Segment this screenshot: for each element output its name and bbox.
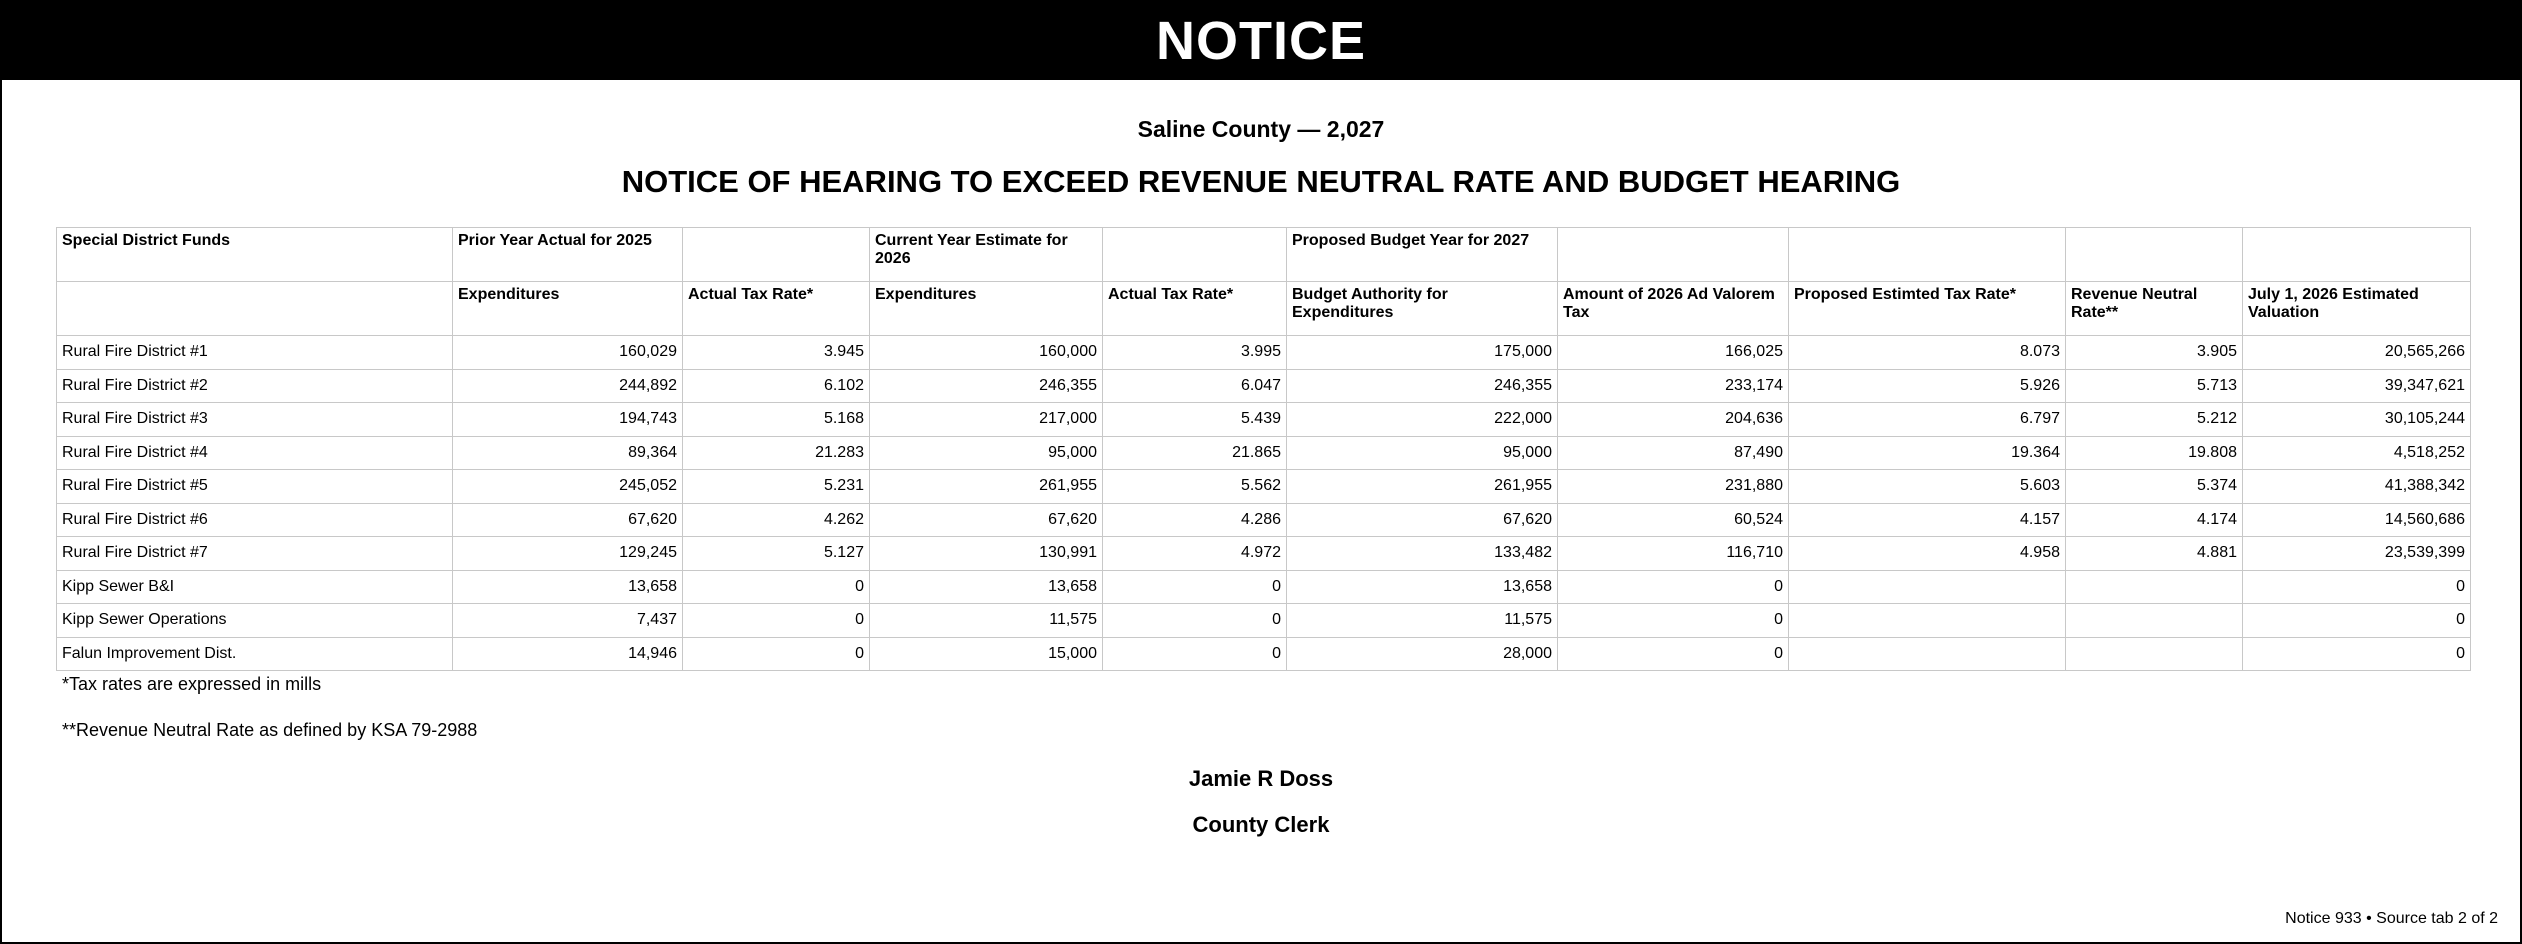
group-header-blank xyxy=(1789,228,2066,282)
table-column-header-row xyxy=(57,282,2471,336)
value-cell: 4.262 xyxy=(683,503,870,537)
district-name-cell: Kipp Sewer Operations xyxy=(57,604,453,638)
group-header-blank xyxy=(1103,228,1287,282)
table-row xyxy=(57,537,2471,571)
value-cell xyxy=(2066,637,2243,671)
value-cell: 5.926 xyxy=(1789,369,2066,403)
value-cell: 222,000 xyxy=(1287,403,1558,437)
district-name-cell: Rural Fire District #1 xyxy=(57,336,453,370)
district-name-cell: Rural Fire District #4 xyxy=(57,436,453,470)
value-cell: 0 xyxy=(1103,637,1287,671)
value-cell: 0 xyxy=(1558,637,1789,671)
group-header-blank xyxy=(2243,228,2471,282)
county-line: Saline County — 2,027 xyxy=(1137,116,1385,142)
value-cell: 11,575 xyxy=(870,604,1103,638)
value-cell: 4,518,252 xyxy=(2243,436,2471,470)
table-row xyxy=(57,503,2471,537)
value-cell: 5.603 xyxy=(1789,470,2066,504)
value-cell xyxy=(2066,604,2243,638)
value-cell: 14,946 xyxy=(453,637,683,671)
value-cell: 4.972 xyxy=(1103,537,1287,571)
value-cell: 261,955 xyxy=(1287,470,1558,504)
group-header-prior: Prior Year Actual for 2025 xyxy=(453,228,683,282)
value-cell: 0 xyxy=(2243,604,2471,638)
value-cell: 3.945 xyxy=(683,336,870,370)
value-cell: 5.212 xyxy=(2066,403,2243,437)
value-cell: 133,482 xyxy=(1287,537,1558,571)
value-cell xyxy=(1789,570,2066,604)
value-cell: 5.713 xyxy=(2066,369,2243,403)
value-cell: 87,490 xyxy=(1558,436,1789,470)
notice-banner: NOTICE xyxy=(2,2,2520,80)
value-cell: 21.283 xyxy=(683,436,870,470)
value-cell: 231,880 xyxy=(1558,470,1789,504)
value-cell: 4.174 xyxy=(2066,503,2243,537)
value-cell: 204,636 xyxy=(1558,403,1789,437)
column-header: Actual Tax Rate* xyxy=(1103,282,1287,336)
table-row xyxy=(57,403,2471,437)
value-cell: 0 xyxy=(2243,637,2471,671)
value-cell: 15,000 xyxy=(870,637,1103,671)
value-cell: 23,539,399 xyxy=(2243,537,2471,571)
table-group-header-row xyxy=(57,228,2471,282)
district-name-cell: Kipp Sewer B&I xyxy=(57,570,453,604)
value-cell: 8.073 xyxy=(1789,336,2066,370)
value-cell: 19.364 xyxy=(1789,436,2066,470)
value-cell: 245,052 xyxy=(453,470,683,504)
value-cell: 3.905 xyxy=(2066,336,2243,370)
signer-name: Jamie R Doss xyxy=(1188,766,1334,791)
value-cell: 21.865 xyxy=(1103,436,1287,470)
column-header: Proposed Estimted Tax Rate* xyxy=(1789,282,2066,336)
value-cell: 233,174 xyxy=(1558,369,1789,403)
notice-heading: NOTICE OF HEARING TO EXCEED REVENUE NEUTRAL RATE AND BUDGET HEARING xyxy=(621,164,1901,199)
value-cell: 0 xyxy=(683,637,870,671)
column-header: Expenditures xyxy=(870,282,1103,336)
district-name-cell: Rural Fire District #3 xyxy=(57,403,453,437)
group-header-current: Current Year Estimate for 2026 xyxy=(870,228,1103,282)
value-cell: 166,025 xyxy=(1558,336,1789,370)
special-district-funds-table xyxy=(56,227,2471,671)
value-cell: 20,565,266 xyxy=(2243,336,2471,370)
value-cell: 130,991 xyxy=(870,537,1103,571)
value-cell: 39,347,621 xyxy=(2243,369,2471,403)
signer-title: County Clerk xyxy=(1192,812,1330,837)
group-header-proposed: Proposed Budget Year for 2027 xyxy=(1287,228,1558,282)
value-cell: 30,105,244 xyxy=(2243,403,2471,437)
value-cell: 5.168 xyxy=(683,403,870,437)
value-cell: 217,000 xyxy=(870,403,1103,437)
revenue-neutral-note: **Revenue Neutral Rate as defined by KSA 79-2988 xyxy=(62,720,478,740)
value-cell: 5.231 xyxy=(683,470,870,504)
district-name-cell: Falun Improvement Dist. xyxy=(57,637,453,671)
table-row xyxy=(57,604,2471,638)
table-row xyxy=(57,436,2471,470)
value-cell: 129,245 xyxy=(453,537,683,571)
value-cell: 0 xyxy=(2243,570,2471,604)
district-name-cell: Rural Fire District #5 xyxy=(57,470,453,504)
column-header: July 1, 2026 Estimated Valuation xyxy=(2243,282,2471,336)
value-cell: 160,000 xyxy=(870,336,1103,370)
value-cell: 13,658 xyxy=(1287,570,1558,604)
value-cell: 60,524 xyxy=(1558,503,1789,537)
value-cell: 0 xyxy=(1103,604,1287,638)
value-cell: 4.286 xyxy=(1103,503,1287,537)
value-cell: 28,000 xyxy=(1287,637,1558,671)
value-cell: 95,000 xyxy=(870,436,1103,470)
value-cell: 160,029 xyxy=(453,336,683,370)
value-cell: 67,620 xyxy=(453,503,683,537)
value-cell: 13,658 xyxy=(453,570,683,604)
group-header-blank xyxy=(683,228,870,282)
value-cell: 3.995 xyxy=(1103,336,1287,370)
value-cell: 0 xyxy=(683,604,870,638)
table-row xyxy=(57,369,2471,403)
value-cell xyxy=(1789,604,2066,638)
column-header xyxy=(57,282,453,336)
column-header: Actual Tax Rate* xyxy=(683,282,870,336)
value-cell: 13,658 xyxy=(870,570,1103,604)
column-header: Amount of 2026 Ad Valorem Tax xyxy=(1558,282,1789,336)
group-header-blank xyxy=(2066,228,2243,282)
value-cell: 0 xyxy=(683,570,870,604)
value-cell: 5.562 xyxy=(1103,470,1287,504)
value-cell: 6.047 xyxy=(1103,369,1287,403)
value-cell: 261,955 xyxy=(870,470,1103,504)
value-cell: 14,560,686 xyxy=(2243,503,2471,537)
value-cell: 5.374 xyxy=(2066,470,2243,504)
group-header-funds: Special District Funds xyxy=(57,228,453,282)
table-row xyxy=(57,336,2471,370)
value-cell xyxy=(2066,570,2243,604)
column-header: Revenue Neutral Rate** xyxy=(2066,282,2243,336)
column-header: Budget Authority for Expenditures xyxy=(1287,282,1558,336)
district-name-cell: Rural Fire District #2 xyxy=(57,369,453,403)
table-row xyxy=(57,470,2471,504)
value-cell: 19.808 xyxy=(2066,436,2243,470)
value-cell: 4.157 xyxy=(1789,503,2066,537)
column-header: Expenditures xyxy=(453,282,683,336)
page-footer: Notice 933 • Source tab 2 of 2 xyxy=(2285,910,2498,927)
value-cell: 0 xyxy=(1103,570,1287,604)
value-cell xyxy=(1789,637,2066,671)
value-cell: 0 xyxy=(1558,604,1789,638)
value-cell: 6.797 xyxy=(1789,403,2066,437)
value-cell: 4.881 xyxy=(2066,537,2243,571)
value-cell: 67,620 xyxy=(1287,503,1558,537)
value-cell: 5.439 xyxy=(1103,403,1287,437)
tax-rate-note: *Tax rates are expressed in mills xyxy=(62,674,322,694)
value-cell: 89,364 xyxy=(453,436,683,470)
value-cell: 7,437 xyxy=(453,604,683,638)
value-cell: 0 xyxy=(1558,570,1789,604)
value-cell: 4.958 xyxy=(1789,537,2066,571)
value-cell: 244,892 xyxy=(453,369,683,403)
value-cell: 246,355 xyxy=(1287,369,1558,403)
value-cell: 194,743 xyxy=(453,403,683,437)
value-cell: 41,388,342 xyxy=(2243,470,2471,504)
value-cell: 116,710 xyxy=(1558,537,1789,571)
table-row xyxy=(57,570,2471,604)
value-cell: 246,355 xyxy=(870,369,1103,403)
value-cell: 11,575 xyxy=(1287,604,1558,638)
value-cell: 95,000 xyxy=(1287,436,1558,470)
value-cell: 67,620 xyxy=(870,503,1103,537)
group-header-blank xyxy=(1558,228,1789,282)
value-cell: 6.102 xyxy=(683,369,870,403)
value-cell: 175,000 xyxy=(1287,336,1558,370)
district-name-cell: Rural Fire District #6 xyxy=(57,503,453,537)
district-name-cell: Rural Fire District #7 xyxy=(57,537,453,571)
table-row xyxy=(57,637,2471,671)
value-cell: 5.127 xyxy=(683,537,870,571)
